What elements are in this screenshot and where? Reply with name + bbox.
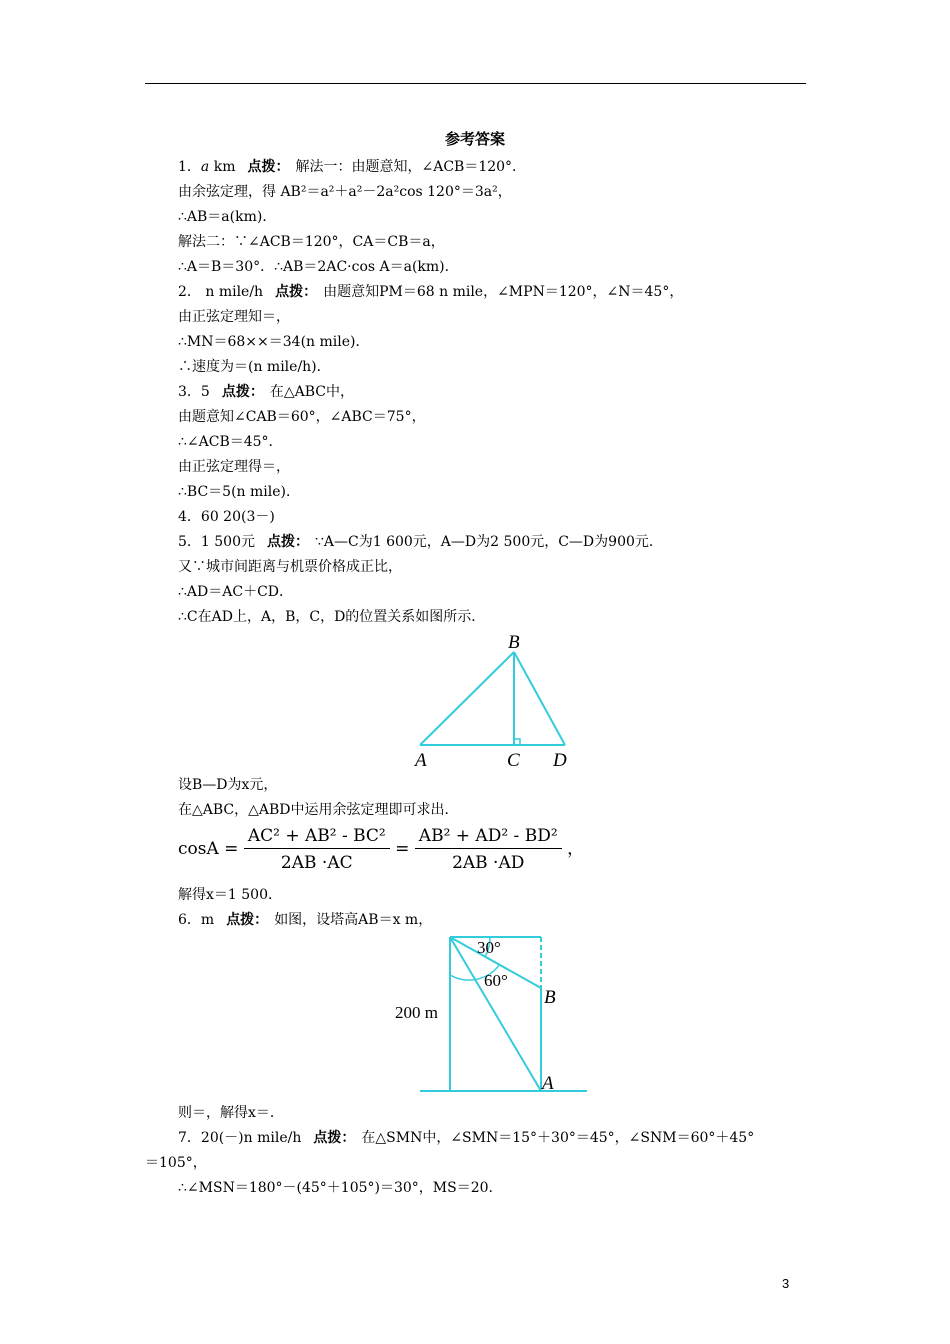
answer-5-line-3: ∴AD＝AC＋CD．	[178, 584, 294, 600]
answer-2-line-1: 2． n mile/h 点拨： 由题意知PM＝68 n mile，∠MPN＝120°，∠N＝45°，	[178, 284, 684, 300]
answer-5-line-1: 5．1 500元 点拨： ∵A—C为1 600元，A—D为2 500元，C—D为900元．	[178, 534, 663, 550]
label-b: B	[544, 987, 556, 1008]
page-number: 3	[782, 1276, 790, 1291]
page-title: 参考答案	[444, 130, 505, 148]
answer-2-line-2: 由正弦定理知＝，	[178, 309, 290, 325]
answer-6-line-2: 则＝，解得x＝．	[178, 1105, 284, 1121]
segment-bd	[514, 652, 565, 745]
sight-line-a	[450, 937, 541, 1091]
answer-1-line-3: ∴AB＝a(km)．	[178, 209, 277, 225]
segment-ab	[420, 652, 514, 745]
answer-5-line-7: 解得x＝1 500．	[178, 887, 282, 903]
fraction-1-denominator: 2AB ·AC	[280, 853, 353, 873]
answer-2-line-3: ∴MN＝68××＝34(n mile)．	[178, 334, 370, 350]
triangle-figure-abcd	[410, 630, 580, 770]
formula-equals: =	[395, 839, 410, 859]
fraction-2	[415, 826, 562, 873]
cosine-formula	[178, 826, 584, 873]
answer-5-line-5: 设B—D为x元，	[178, 777, 278, 793]
answer-1-line-4: 解法二：∵∠ACB＝120°，CA＝CB＝a，	[178, 234, 445, 250]
header-rule	[145, 83, 806, 84]
fraction-2-numerator: AB² + AD² - BD²	[415, 826, 562, 849]
answer-1-line-5: ∴A＝B＝30°．∴AB＝2AC·cos A＝a(km)．	[178, 259, 459, 275]
answer-1-line-1: 1．a km 点拨： 解法一：由题意知，∠ACB＝120°．	[178, 159, 527, 175]
answer-3-line-2: 由题意知∠CAB＝60°，∠ABC＝75°，	[178, 409, 426, 425]
label-c: C	[507, 750, 520, 770]
answer-7-line-2: ＝105°，	[145, 1155, 207, 1171]
answer-5-line-2: 又∵城市间距离与机票价格成正比，	[178, 559, 402, 575]
answer-1-line-2: 由余弦定理，得 AB²＝a²＋a²－2a²cos 120°＝3a²，	[178, 184, 512, 200]
label-b: B	[508, 632, 520, 653]
answer-7-line-3: ∴∠MSN＝180°－(45°＋105°)＝30°，MS＝20.	[178, 1180, 493, 1196]
formula-lhs: cosA =	[178, 839, 239, 859]
fraction-1	[244, 826, 390, 873]
formula-tail: ，	[567, 839, 585, 859]
label-30-degrees: 30°	[477, 938, 501, 957]
answer-6-line-1: 6．m 点拨： 如图，设塔高AB＝x m，	[178, 912, 433, 928]
fraction-2-denominator: 2AB ·AD	[452, 853, 525, 873]
label-d: D	[553, 750, 567, 770]
answer-7-line-1: 7．20(－)n mile/h 点拨： 在△SMN中，∠SMN＝15°＋30°＝45°，∠SNM＝60°＋45°	[178, 1130, 755, 1146]
answer-5-line-4: ∴C在AD上，A，B，C，D的位置关系如图所示．	[178, 609, 486, 625]
answer-3-line-4: 由正弦定理得＝，	[178, 459, 290, 475]
label-60-degrees: 60°	[484, 971, 508, 990]
answer-3-line-3: ∴∠ACB＝45°．	[178, 434, 283, 450]
answer-4-line-1: 4．60 20(3－)	[178, 509, 275, 525]
answer-3-line-1: 3．5 点拨： 在△ABC中，	[178, 384, 354, 400]
answer-5-line-6: 在△ABC，△ABD中运用余弦定理即可求出．	[178, 802, 459, 818]
fraction-1-numerator: AC² + AB² - BC²	[244, 826, 390, 849]
answer-3-line-5: ∴BC＝5(n mile)．	[178, 484, 300, 500]
answer-2-line-4: ∴速度为＝(n mile/h)．	[178, 359, 331, 375]
label-height-200m: 200 m	[395, 1003, 438, 1022]
label-a: A	[415, 750, 427, 770]
label-a: A	[542, 1073, 554, 1094]
